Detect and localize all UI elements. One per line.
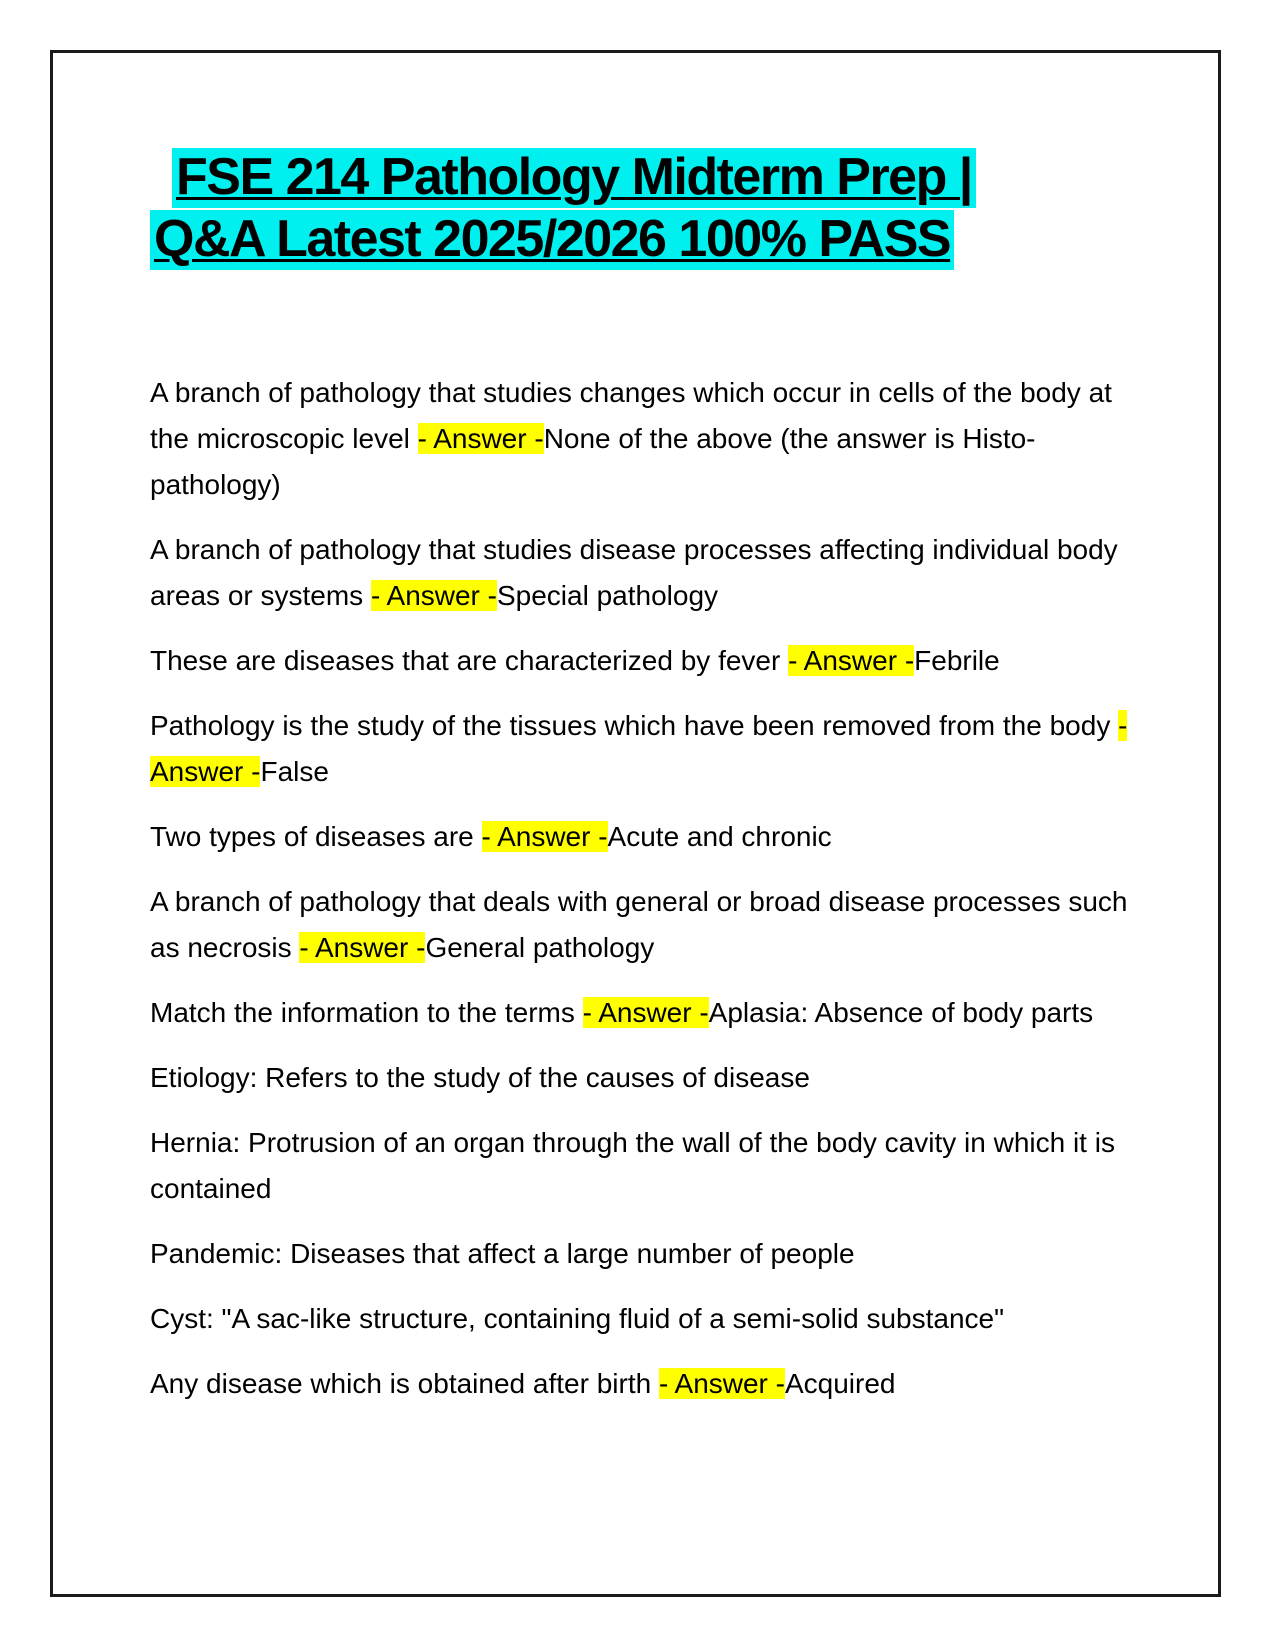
answer-text: None of the above (the answer is Histo-pathology) xyxy=(150,423,1036,500)
title-line-2-text: Q&A Latest 2025/2026 100% PASS xyxy=(150,210,954,270)
answer-text: Acquired xyxy=(784,1368,896,1399)
title-line-1 xyxy=(150,146,1130,208)
answer-text: General pathology xyxy=(425,932,655,963)
question-text: A branch of pathology that studies changes which occur in cells of the body at the microscopic level xyxy=(150,377,1112,454)
answer-marker: - Answer - xyxy=(658,1368,785,1399)
qa-item xyxy=(150,638,1130,684)
qa-item xyxy=(150,990,1130,1036)
question-text: Two types of diseases are xyxy=(150,821,482,852)
answer-text: Special pathology xyxy=(496,580,719,611)
answer-marker: - Answer - xyxy=(417,423,544,454)
question-text: Any disease which is obtained after birth xyxy=(150,1368,659,1399)
title-line-1-text: FSE 214 Pathology Midterm Prep | xyxy=(172,148,976,208)
answer-text: False xyxy=(260,756,329,787)
question-text: These are diseases that are characterized by fever xyxy=(150,645,789,676)
qa-content xyxy=(150,370,1130,1426)
document-title xyxy=(150,146,1130,270)
qa-item xyxy=(150,879,1130,971)
question-text: A branch of pathology that deals with general or broad disease processes such as necrosis xyxy=(150,886,1128,963)
answer-marker: - Answer - xyxy=(150,710,1128,787)
question-text: A branch of pathology that studies disease processes affecting individual body areas or systems xyxy=(150,534,1118,611)
question-text: Match the information to the terms xyxy=(150,997,583,1028)
qa-item xyxy=(150,370,1130,508)
answer-marker: - Answer - xyxy=(788,645,915,676)
definition-line: Pandemic: Diseases that affect a large number of people xyxy=(150,1238,855,1269)
qa-item xyxy=(150,703,1130,795)
answer-marker: - Answer - xyxy=(370,580,497,611)
answer-marker: - Answer - xyxy=(481,821,608,852)
answer-marker: - Answer - xyxy=(582,997,709,1028)
definition-line: Etiology: Refers to the study of the causes of disease xyxy=(150,1062,810,1093)
answer-text: Febrile xyxy=(914,645,1000,676)
title-line-2 xyxy=(150,208,1130,270)
answer-marker: - Answer - xyxy=(299,932,426,963)
definition-line: Cyst: "A sac-like structure, containing fluid of a semi-solid substance" xyxy=(150,1303,1005,1334)
qa-item xyxy=(150,1361,1130,1407)
definition-line: Hernia: Protrusion of an organ through the wall of the body cavity in which it is contained xyxy=(150,1127,1115,1204)
answer-text: Acute and chronic xyxy=(607,821,832,852)
qa-item xyxy=(150,527,1130,619)
qa-item xyxy=(150,814,1130,860)
question-text: Pathology is the study of the tissues which have been removed from the body xyxy=(150,710,1119,741)
answer-text: Aplasia: Absence of body parts xyxy=(708,997,1094,1028)
